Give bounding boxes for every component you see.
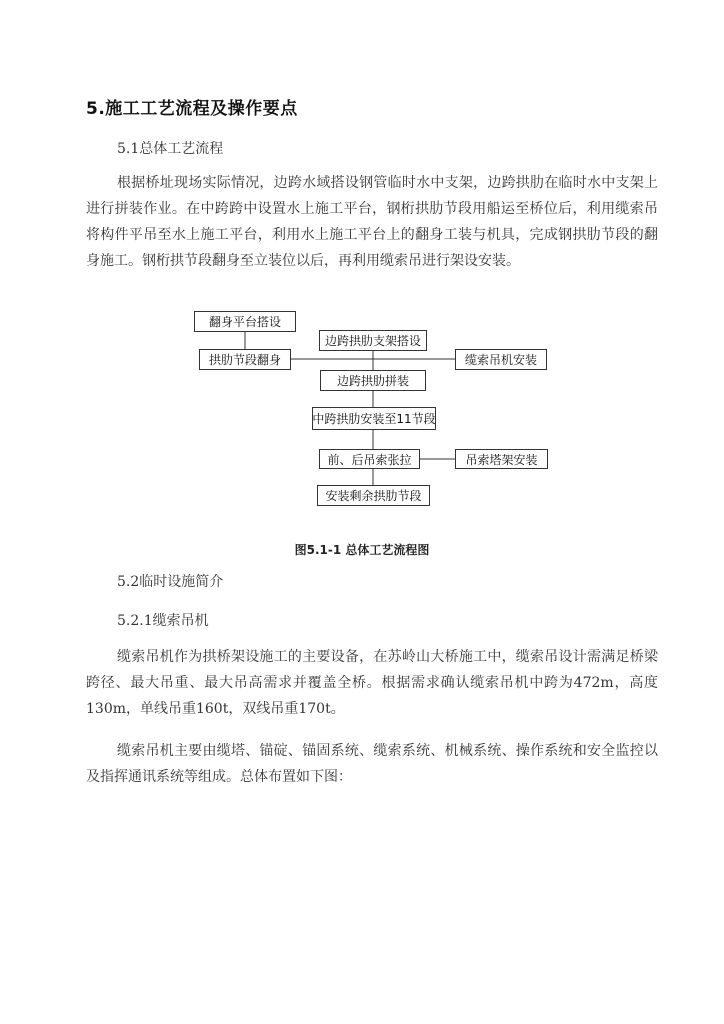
flow-node-tower-install: 吊索塔架安装 — [455, 449, 548, 469]
paragraph-5-2-1-a: 缆索吊机作为拱桥架设施工的主要设备，在苏岭山大桥施工中，缆索吊设计需满足桥梁跨径、最大吊重、最大吊高需求并覆盖全桥。根据需求确认缆索吊机中跨为472m，高度130m，单线吊重160t，双线吊重170t。 — [86, 649, 658, 717]
figure-caption: 图5.1-1 总体工艺流程图 — [294, 543, 430, 557]
flow-node-mid-install: 中跨拱肋安装至11节段 — [312, 407, 436, 430]
section-heading: 5.施工工艺流程及操作要点 — [86, 99, 298, 119]
flow-node-tension: 前、后吊索张拉 — [319, 449, 420, 469]
flow-node-side-assembly: 边跨拱肋拼装 — [320, 370, 426, 391]
subsection-title-5-2-1: 5.2.1缆索吊机 — [117, 613, 209, 629]
flow-node-side-support: 边跨拱肋支架搭设 — [319, 330, 427, 351]
flow-node-platform: 翻身平台搭设 — [194, 311, 296, 332]
subsection-title-5-2: 5.2临时设施简介 — [117, 574, 224, 590]
flow-node-rib-flip: 拱肋节段翻身 — [199, 349, 291, 370]
flow-node-cable-install: 缆索吊机安装 — [455, 349, 547, 370]
paragraph-5-1: 根据桥址现场实际情况，边跨水域搭设钢管临时水中支架，边跨拱肋在临时水中支架上进行拼装作业。在中跨跨中设置水上施工平台，钢桁拱肋节段用船运至桥位后，利用缆索吊将构件平吊至水上施工平台，利用水上施工平台上的翻身工装与机具，完成钢拱肋节段的翻身施工。钢桁拱节段翻身至立装位以后，再利用缆索吊进行架设安装。 — [86, 175, 658, 269]
paragraph-5-2-1-b: 缆索吊机主要由缆塔、锚碇、锚固系统、缆索系统、机械系统、操作系统和安全监控以及指挥通讯系统等组成。总体布置如下图： — [86, 743, 658, 785]
subsection-title-5-1: 5.1总体工艺流程 — [117, 141, 224, 157]
flow-node-remaining: 安装剩余拱肋节段 — [317, 485, 430, 506]
